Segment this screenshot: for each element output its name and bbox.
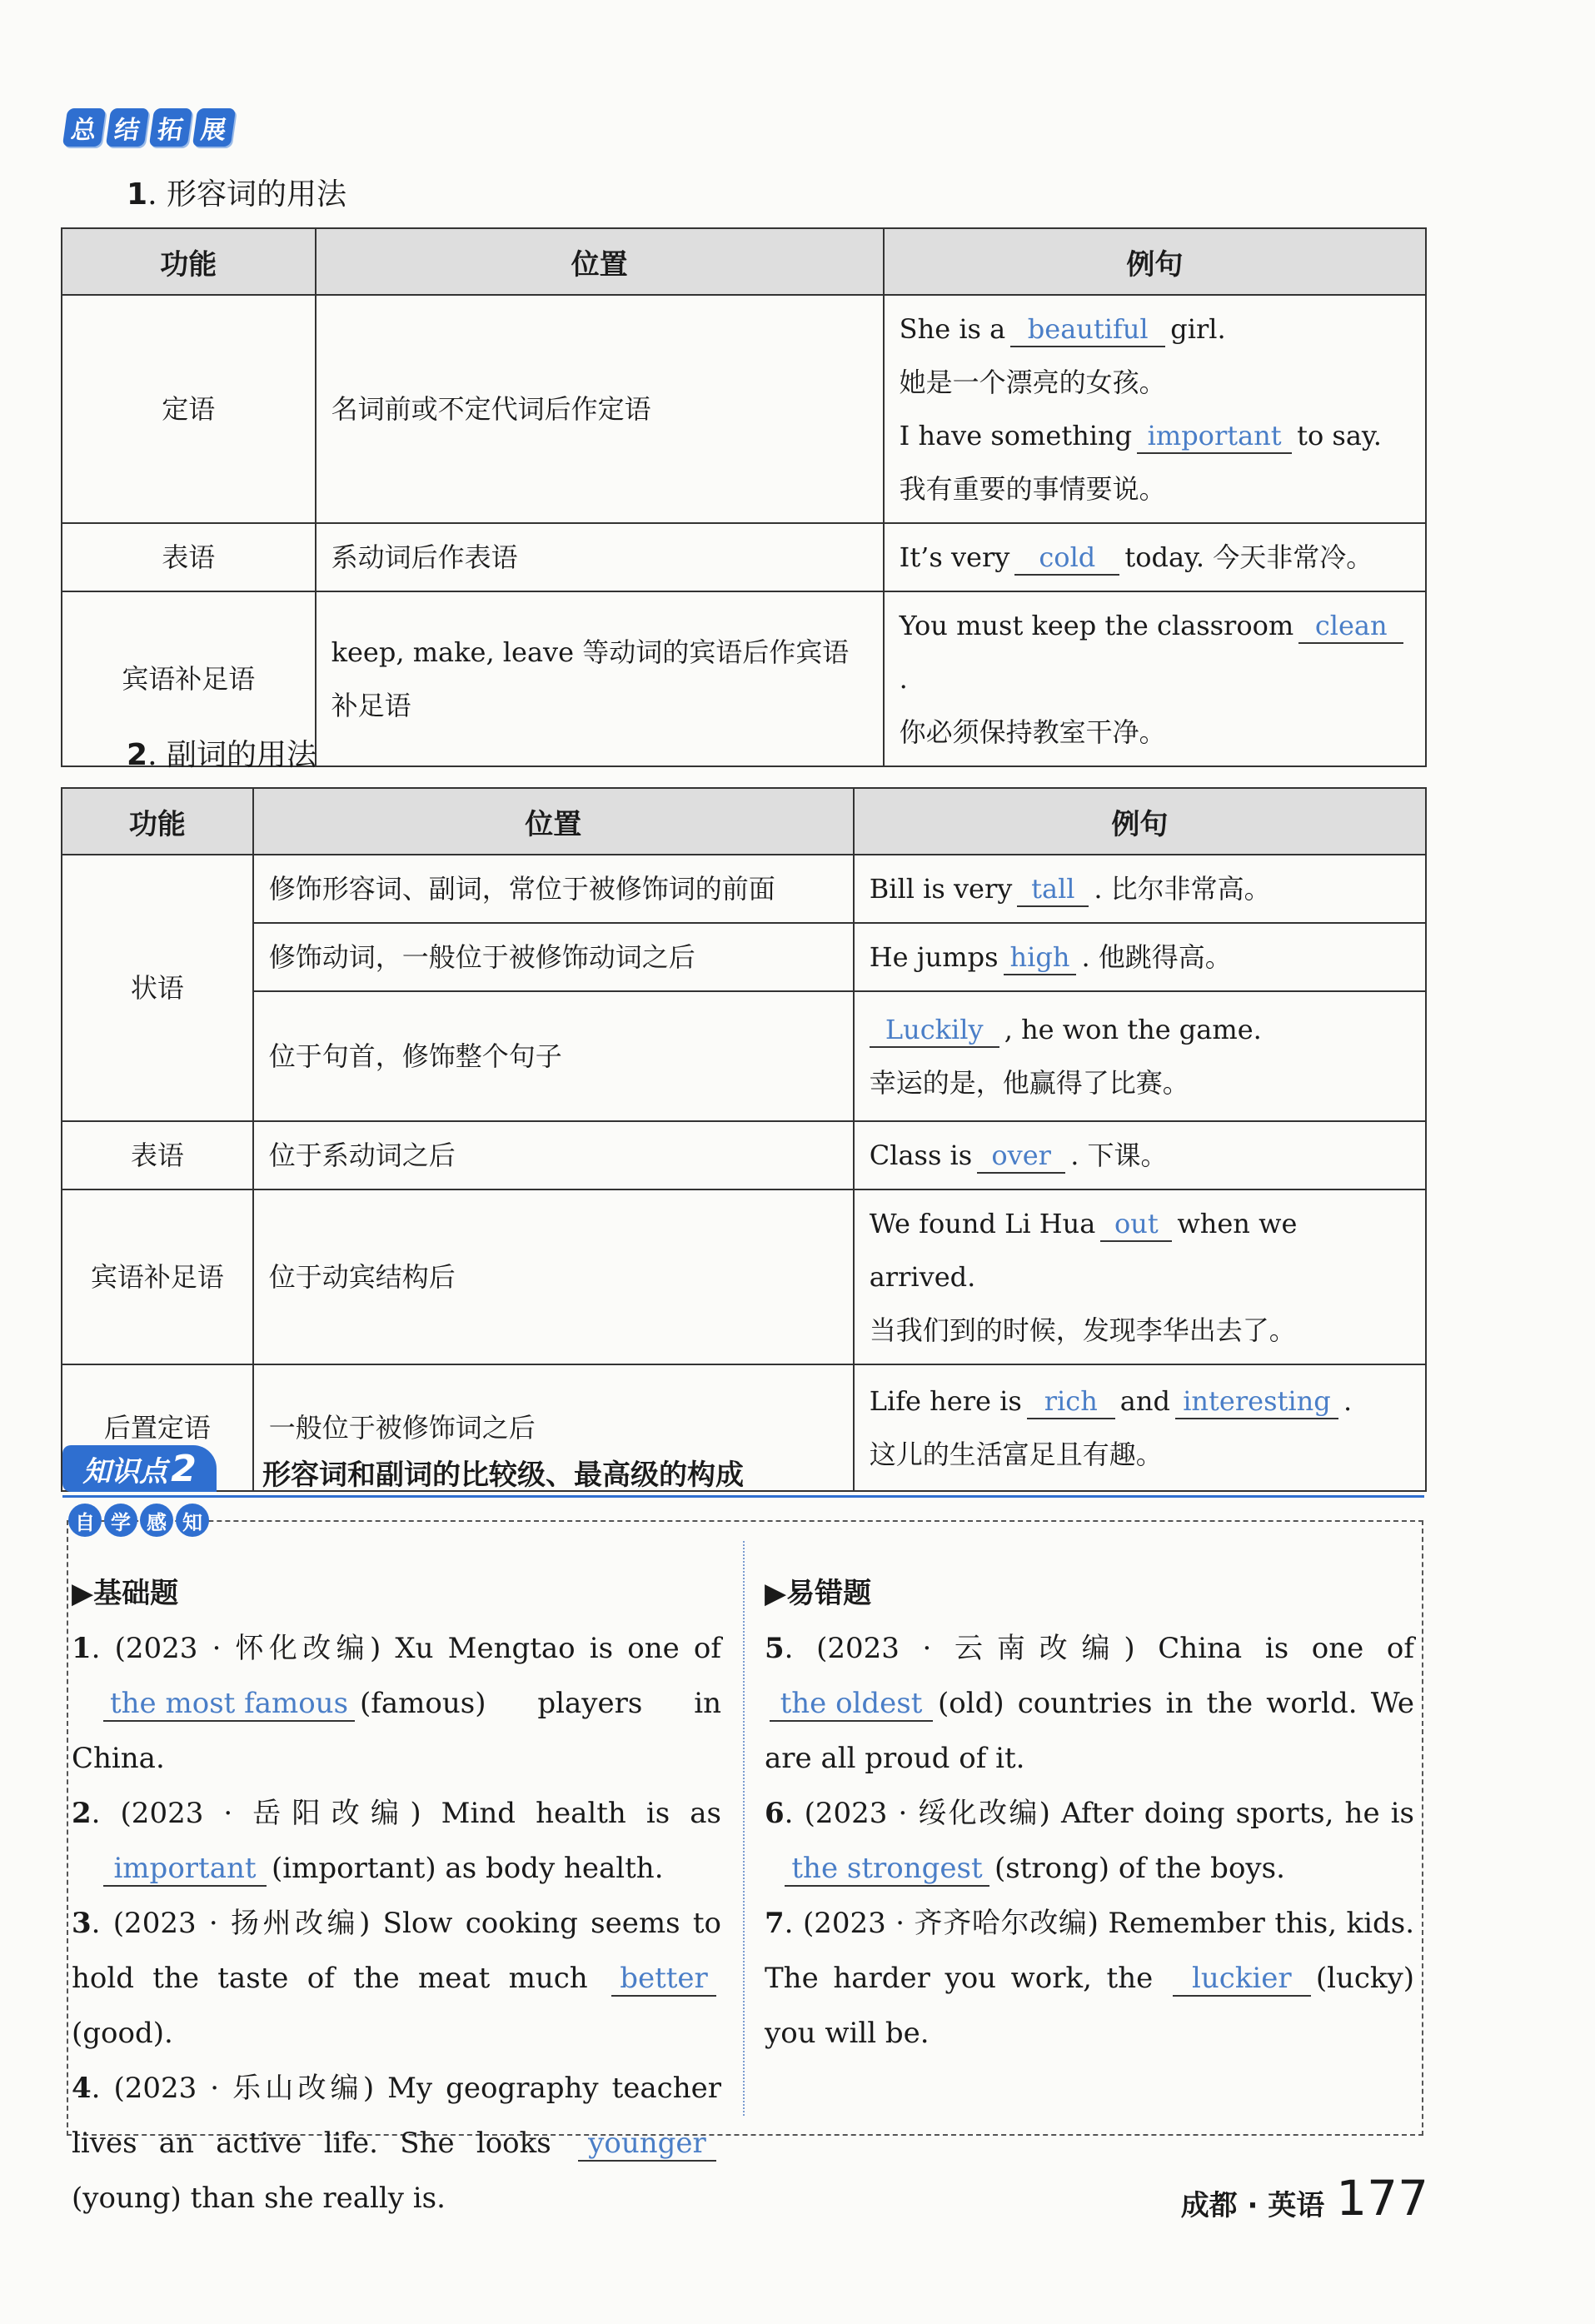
- example-cell: Life here is rich and interesting . 这儿的生活富足且有趣。: [854, 1364, 1426, 1491]
- table-row: [62, 523, 1426, 591]
- pos-cell: 修饰动词，一般位于被修饰动词之后: [253, 923, 854, 991]
- func-cell: 宾语补足语: [62, 591, 316, 766]
- column-divider: [743, 1541, 745, 2116]
- adverb-usage-table: [61, 787, 1427, 1492]
- header-position: 位置: [316, 228, 884, 295]
- knowledge-point-title: 形容词和副词的比较级、最高级的构成: [262, 1459, 744, 1492]
- basic-questions: [72, 1566, 721, 2226]
- knowledge-point-tag: 知识点 2: [62, 1445, 217, 1492]
- page-number: 177: [1336, 2170, 1428, 2227]
- func-cell: 定语: [62, 295, 316, 523]
- answer-blank: cold: [1014, 541, 1119, 576]
- answer-blank: rich: [1027, 1384, 1115, 1419]
- func-cell: 宾语补足语: [62, 1189, 253, 1364]
- answer-blank: tall: [1017, 872, 1089, 907]
- summary-badge: [65, 108, 233, 147]
- header-example: 例句: [884, 228, 1426, 295]
- header-position: 位置: [253, 788, 854, 855]
- page-footer: [1181, 2170, 1428, 2227]
- table-row: [62, 295, 1426, 523]
- answer-blank: luckier: [1173, 1962, 1311, 1997]
- self-study-tag: 自 学 感 知: [68, 1504, 209, 1537]
- func-cell: 表语: [62, 1121, 253, 1189]
- answer-blank: high: [1004, 940, 1077, 975]
- pos-cell: 修饰形容词、副词，常位于被修饰词的前面: [253, 855, 854, 923]
- pos-cell: 系动词后作表语: [316, 523, 884, 591]
- example-cell: It’s very cold today. 今天非常冷。: [884, 523, 1426, 591]
- pos-cell: 位于动宾结构后: [253, 1189, 854, 1364]
- pos-cell: 位于系动词之后: [253, 1121, 854, 1189]
- example-cell: Class is over . 下课。: [854, 1121, 1426, 1189]
- answer-blank: important: [1137, 419, 1292, 454]
- answer-blank: out: [1100, 1207, 1172, 1242]
- table-row: [62, 855, 1426, 923]
- pos-cell: 位于句首，修饰整个句子: [253, 991, 854, 1121]
- question: 2. (2023 · 岳阳改编) Mind health is as important (important) as body health.: [72, 1797, 721, 1885]
- example-cell: We found Li Hua out when we arrived. 当我们到的时候，发现李华出去了。: [854, 1189, 1426, 1364]
- question: 5. (2023 · 云南改编) China is one of the oldest (old) countries in the world. We are all proud of it.: [765, 1632, 1414, 1775]
- example-cell: Luckily , he won the game. 幸运的是，他赢得了比赛。: [854, 991, 1426, 1121]
- question: 6. (2023 · 绥化改编) After doing sports, he is the strongest (strong) of the boys.: [765, 1797, 1414, 1885]
- error-prone-heading: ▶易错题: [765, 1577, 872, 1610]
- question: 3. (2023 · 扬州改编) Slow cooking seems to hold the taste of the meat much better(good).: [72, 1907, 721, 2050]
- table-row: [62, 1189, 1426, 1364]
- section2-title: 2. 副词的用法: [127, 738, 317, 772]
- question: 1. (2023 · 怀化改编) Xu Mengtao is one of the most famous (famous) players in China.: [72, 1632, 721, 1775]
- func-cell: 表语: [62, 523, 316, 591]
- badge-char: 展: [192, 108, 236, 147]
- question: 7. (2023 · 齐齐哈尔改编) Remember this, kids. The harder you work, the luckier (lucky) you will be.: [765, 1907, 1414, 2050]
- func-cell: 后置定语: [62, 1364, 253, 1491]
- question: 4. (2023 · 乐山改编) My geography teacher lives an active life. She looks younger(young) than she really is.: [72, 2072, 721, 2215]
- footer-label: 成都 · 英语: [1180, 2189, 1325, 2222]
- answer-blank: the oldest: [770, 1687, 933, 1722]
- answer-blank: important: [103, 1852, 267, 1887]
- table-row: [62, 1121, 1426, 1189]
- answer-blank: beautiful: [1010, 312, 1165, 347]
- pos-cell: 一般位于被修饰词之后: [253, 1364, 854, 1491]
- header-example: 例句: [854, 788, 1426, 855]
- table-row: [62, 991, 1426, 1121]
- example-cell: You must keep the classroom clean. 你必须保持教室干净。: [884, 591, 1426, 766]
- answer-blank: interesting: [1175, 1384, 1338, 1419]
- section1-title: 1. 形容词的用法: [127, 177, 346, 212]
- example-cell: Bill is very tall . 比尔非常高。: [854, 855, 1426, 923]
- badge-char: 结: [106, 108, 149, 147]
- answer-blank: better: [611, 1962, 716, 1997]
- answer-blank: the most famous: [103, 1687, 355, 1722]
- header-function: 功能: [62, 788, 253, 855]
- example-cell: She is a beautiful girl. 她是一个漂亮的女孩。 I have something important to say. 我有重要的事情要说。: [884, 295, 1426, 523]
- adjective-usage-table: [61, 227, 1427, 767]
- badge-char: 拓: [149, 108, 192, 147]
- answer-blank: Luckily: [870, 1013, 999, 1048]
- basic-heading: ▶基础题: [72, 1577, 179, 1610]
- badge-char: 总: [62, 108, 106, 147]
- knowledge-point-header: [62, 1445, 1424, 1498]
- example-cell: He jumps high . 他跳得高。: [854, 923, 1426, 991]
- pos-cell: keep, make, leave 等动词的宾语后作宾语补足语: [316, 591, 884, 766]
- answer-blank: over: [977, 1139, 1065, 1174]
- answer-blank: the strongest: [785, 1852, 989, 1887]
- error-prone-questions: [765, 1566, 1414, 2061]
- pos-cell: 名词前或不定代词后作定语: [316, 295, 884, 523]
- header-function: 功能: [62, 228, 316, 295]
- answer-blank: clean: [1298, 609, 1403, 644]
- answer-blank: younger: [578, 2127, 716, 2162]
- func-cell: 状语: [62, 855, 253, 1121]
- table-row: [62, 923, 1426, 991]
